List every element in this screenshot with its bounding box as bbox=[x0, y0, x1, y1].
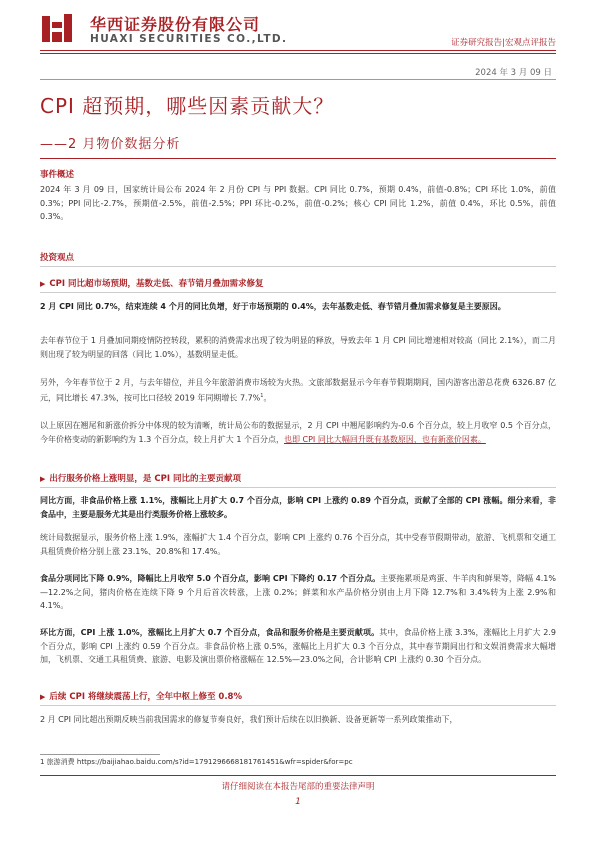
footnote: 1 旅游消费 https://baijiahao.baidu.com/s?id=1791296668181761451&wfr=spider&for=pc bbox=[40, 758, 353, 766]
s2-para1 bbox=[40, 494, 556, 521]
s3-para1: 2 月 CPI 同比超出预期反映当前我国需求的修复节奏良好，我们预计后续在以旧换新、设备更新等一系列政策推动下， bbox=[40, 715, 458, 724]
section2-divider bbox=[40, 487, 556, 488]
views-heading: 投资观点 bbox=[40, 253, 75, 263]
events-text: 2024 年 3 月 09 日，国家统计局公布 2024 年 2 月份 CPI 与 PPI 数据。CPI 同比 0.7%，预期 0.4%，前值-0.8%；CPI 环比 1.0%，前值 0.3%；PPI 同比-2.7%，预期值-2.5%，前值-2.5%；PPI 环比-0.2%，前值-0.2%；核心 CPI 同比 1.2%，前值 0.4%，环比 0.5%，前值 0.3%。 bbox=[40, 185, 556, 222]
report-date: 2024 年 3 月 09 日 bbox=[475, 68, 552, 78]
date-divider bbox=[40, 79, 556, 80]
header-divider-thin bbox=[40, 53, 556, 54]
s2-para2: 统计局数据显示，服务价格上涨 1.9%，涨幅扩大 1.4 个百分点，影响 CPI 上涨约 0.76 个百分点，其中受春节假期带动，旅游、飞机票和交通工具租赁费价格分别上涨 23.1%、20.8%和 17.4%。 bbox=[40, 533, 556, 556]
triangle-bullet-icon: ▶ bbox=[40, 280, 46, 288]
footnote-ref: 1 bbox=[260, 392, 264, 399]
events-heading: 事件概述 bbox=[40, 170, 75, 180]
views-divider bbox=[40, 266, 556, 267]
s1-para1 bbox=[40, 300, 556, 314]
huaxi-logo-icon bbox=[40, 12, 74, 46]
s2-para4 bbox=[40, 626, 556, 667]
s1-para3-end: 。 bbox=[263, 393, 272, 403]
section3-title-text: 后续 CPI 将继续震荡上行，全年中枢上修至 0.8% bbox=[49, 692, 242, 702]
s2-para1-bold: 同比方面，非食品价格上涨 1.1%，涨幅比上月扩大 0.7 个百分点，影响 CPI 上涨约 0.89 个百分点，贡献了全部的 CPI 涨幅。细分来看，非食品中，主要是服务尤其是出行类服务价格上涨较多。 bbox=[40, 496, 556, 519]
s2-para4-bold: 环比方面，CPI 上涨 1.0%，涨幅比上月扩大 0.7 个百分点，食品和服务价格是主要贡献项。 bbox=[40, 628, 380, 637]
s2-para3-bold: 食品分项同比下降 0.9%，降幅比上月收窄 5.0 个百分点，影响 CPI 下降约 0.17 个百分点。 bbox=[40, 574, 381, 583]
section3-divider bbox=[40, 705, 556, 706]
s2-para4-text: 其中，食品价格上涨 3.3%，涨幅比上月扩大 2.9 个百分点，影响 CPI 上涨约 0.59 个百分点。非食品价格上涨 0.5%，涨幅比上月扩大 0.3 个百分点，其中春节期间出行和文娱消费需求大幅增加，飞机票、交通工具租赁费、旅游、电影及演出票价格涨幅在 12.5%—23.0%之间，合计影响 CPI 上涨约 0.30 个百分点。 bbox=[40, 628, 556, 665]
s1-para3-text: 另外，今年春节位于 2 月，与去年错位，并且今年旅游消费市场较为火热。文旅部数据显示今年春节假期期间，国内游客出游总花费 6326.87 亿元，同比增长 47.3%，按可比口径较 2019 年同期增长 7.7% bbox=[40, 378, 556, 403]
page-number: 1 bbox=[295, 797, 301, 807]
triangle-bullet-icon: ▶ bbox=[40, 475, 46, 483]
footer-divider bbox=[40, 775, 556, 776]
section3-title bbox=[40, 690, 556, 702]
footnote-divider bbox=[40, 754, 160, 755]
section2-title bbox=[40, 472, 556, 484]
report-type-tag: 证券研究报告|宏观点评报告 bbox=[451, 38, 556, 48]
s1-para4-text: 以上原因在翘尾和新涨价拆分中体现的较为清晰，统计局公布的数据显示，2 月 CPI 中翘尾影响约为-0.6 个百分点，较上月收窄 0.5 个百分点，今年价格变动的新影响约为 1.3 个百分点，较上月扩大 1 个百分点， bbox=[40, 421, 556, 444]
section2-title-text: 出行服务价格上涨明显，是 CPI 同比的主要贡献项 bbox=[49, 474, 241, 484]
s1-para3 bbox=[40, 376, 556, 405]
triangle-bullet-icon: ▶ bbox=[40, 693, 46, 701]
header-divider bbox=[40, 50, 556, 51]
s1-para1-bold: 2 月 CPI 同比 0.7%，结束连续 4 个月的同比负增，好于市场预期的 0.4%，去年基数走低、春节错月叠加需求修复是主要原因。 bbox=[40, 302, 506, 311]
s1-para4 bbox=[40, 419, 556, 446]
s1-para4-highlight: 也即 CPI 同比大幅回升既有基数原因，也有新涨价因素。 bbox=[283, 434, 486, 444]
s2-para3 bbox=[40, 572, 556, 613]
subtitle-divider bbox=[40, 158, 556, 159]
report-title: CPI 超预期，哪些因素贡献大？ bbox=[40, 94, 335, 118]
section1-title-text: CPI 同比超市场预期，基数走低、春节错月叠加需求修复 bbox=[49, 279, 264, 289]
legal-notice: 请仔细阅读在本报告尾部的重要法律声明 bbox=[221, 782, 375, 792]
section1-divider bbox=[40, 292, 556, 293]
s2-para3-text: 主要拖累项是鸡蛋、牛羊肉和鲜果等，降幅 4.1%—12.2%之间，猪肉价格在连续下降 9 个月后首次转涨，上涨 0.2%；鲜菜和水产品价格分别由上月下降 12.7%和 3.4%转为上涨 2.9%和 4.1%。 bbox=[40, 574, 556, 611]
s1-para2: 去年春节位于 1 月叠加同期疫情防控转段，累积的消费需求出现了较为明显的释放，导致去年 1 月 CPI 同比增速相对较高（同比 2.1%），而二月则出现了较为明显的回落（同比 1.0%），基数明显走低。 bbox=[40, 336, 556, 359]
brand-name-en: HUAXI SECURITIES CO.,LTD. bbox=[90, 33, 288, 45]
section1-title bbox=[40, 277, 556, 289]
brand-name-cn: 华西证券股份有限公司 bbox=[90, 15, 261, 34]
report-subtitle: ——2 月物价数据分析 bbox=[40, 137, 181, 152]
